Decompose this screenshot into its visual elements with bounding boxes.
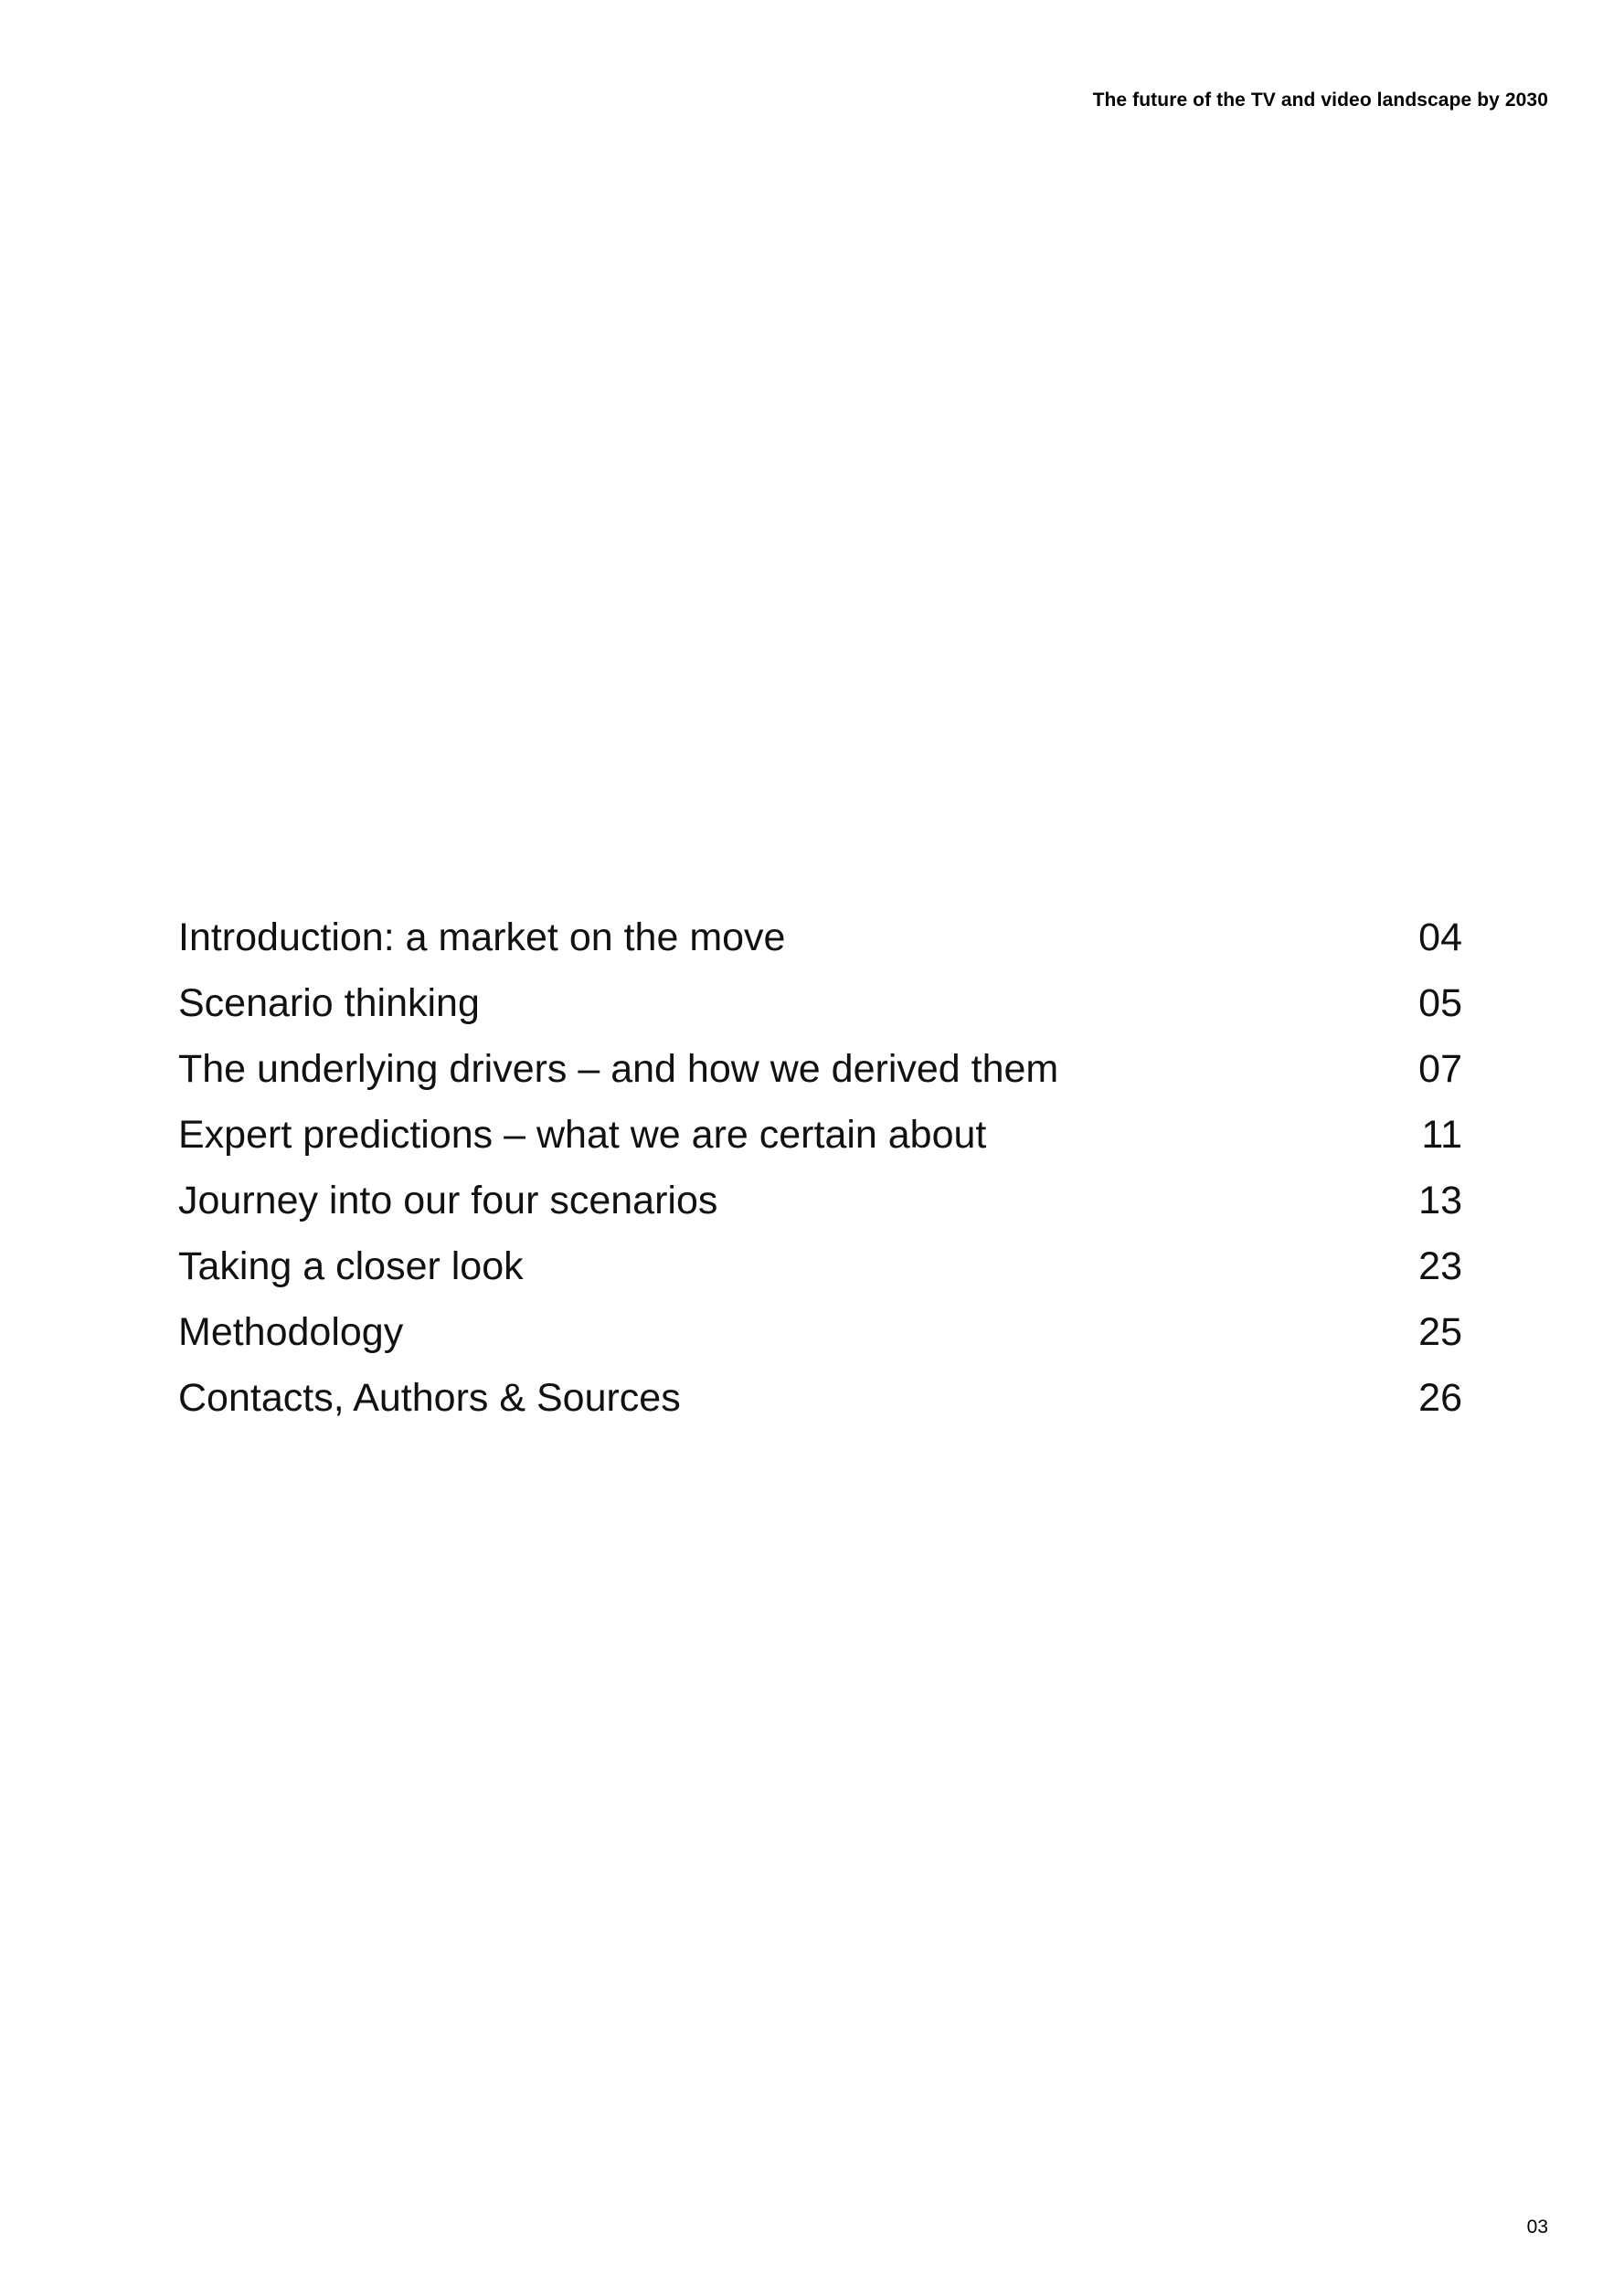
toc-item-page: 23 [1418,1244,1462,1288]
toc-item-label: Expert predictions – what we are certain about [178,1113,987,1157]
toc-item-introduction[interactable] [178,905,1462,970]
toc-item-methodology[interactable] [178,1299,1462,1365]
toc-item-label: The underlying drivers – and how we derived them [178,1047,1059,1091]
toc-item-page: 13 [1418,1179,1462,1222]
toc-item-label: Scenario thinking [178,981,480,1025]
toc-item-page: 25 [1418,1310,1462,1354]
toc-item-page: 11 [1421,1113,1462,1157]
page-number: 03 [1526,2217,1548,2238]
toc-item-contacts[interactable] [178,1365,1462,1431]
toc-item-page: 07 [1418,1047,1462,1091]
toc-item-page: 04 [1418,915,1462,959]
toc-item-four-scenarios[interactable] [178,1168,1462,1233]
document-header-title: The future of the TV and video landscape by 2030 [1092,90,1548,111]
toc-item-label: Journey into our four scenarios [178,1179,718,1222]
table-of-contents [178,905,1462,1431]
toc-item-page: 26 [1418,1376,1462,1420]
toc-item-underlying-drivers[interactable] [178,1036,1462,1102]
toc-item-label: Methodology [178,1310,404,1354]
toc-item-label: Introduction: a market on the move [178,915,786,959]
toc-item-closer-look[interactable] [178,1233,1462,1299]
toc-item-label: Taking a closer look [178,1244,524,1288]
toc-item-label: Contacts, Authors & Sources [178,1376,681,1420]
toc-item-expert-predictions[interactable] [178,1102,1462,1168]
toc-item-page: 05 [1418,981,1462,1025]
toc-item-scenario-thinking[interactable] [178,970,1462,1036]
